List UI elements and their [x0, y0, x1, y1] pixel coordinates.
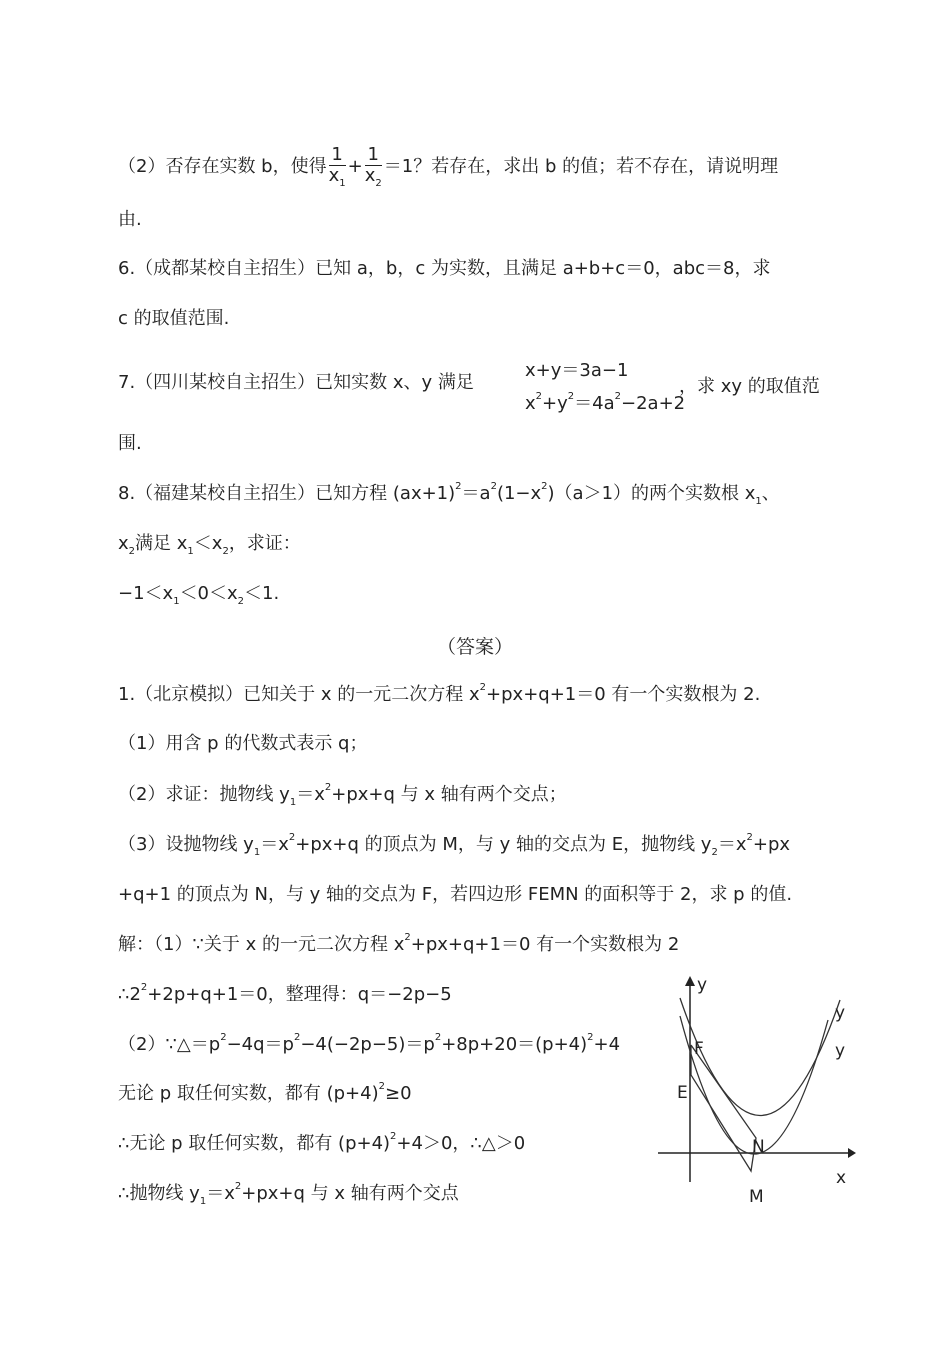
a1-sol3-sup1: 2	[220, 1032, 227, 1043]
frac1-den-sub: 1	[339, 178, 346, 189]
a1-p2-b: ＝x	[296, 784, 325, 805]
a1-sol6-b: ＝x	[206, 1183, 235, 1204]
a1-sol5-a: ∴无论 p 取任何实数，都有 (p+4)	[118, 1133, 391, 1154]
a1-p2-sub: 1	[289, 797, 297, 808]
a1-line1	[118, 684, 760, 709]
a1-sol3-sup4: 2	[587, 1032, 594, 1043]
a1-sol3-d: +8p+20＝(p+4)	[441, 1034, 588, 1055]
q7-eq2-sup1: 2	[535, 391, 543, 402]
q6-line1: 6.（成都某校自主招生）已知 a，b，c 为实数，且满足 a+b+c＝0，abc＝8，求	[118, 258, 771, 279]
a1-part2	[118, 784, 567, 809]
q8-l1-sup3: 2	[541, 481, 548, 492]
answer-title: （答案）	[436, 636, 513, 658]
q8-line2	[118, 533, 301, 558]
q5-part2-suffix: ＝1？若存在，求出 b 的值；若不存在，请说明理	[383, 156, 779, 177]
point-M-label: M	[749, 1187, 764, 1207]
q7-eq2-c: ＝4a	[574, 393, 615, 414]
y-axis-arrow	[685, 976, 695, 986]
a1-p3-a: （3）设抛物线 y	[118, 834, 254, 855]
a1-solution3	[118, 1034, 620, 1059]
a1-sol3-b: −4q＝p	[226, 1034, 294, 1055]
a1-sol6-c: +px+q 与 x 轴有两个交点	[241, 1183, 459, 1204]
a1-sol2-a: ∴2	[118, 984, 141, 1005]
a1-l1-a: 1.（北京模拟）已知关于 x 的一元二次方程 x	[118, 684, 480, 705]
q8-l1-sup2: 2	[490, 481, 497, 492]
curve-y1-label: y	[835, 1003, 846, 1023]
q8-l1-d: )（a＞1）的两个实数根 x	[547, 483, 756, 504]
a1-l1-b: +px+q+1＝0 有一个实数根为 2.	[486, 684, 761, 705]
point-F-label: F	[694, 1039, 704, 1059]
a1-sol2-sup: 2	[140, 982, 148, 993]
frac2-den-sub: 2	[375, 178, 382, 189]
q7-system-eq1: x+y＝3a−1	[525, 360, 629, 381]
q8-l2-b: 满足 x	[135, 533, 188, 554]
q7-eq2-sup3: 2	[614, 391, 621, 402]
a1-sol3-a: （2）∵△＝p	[118, 1034, 221, 1055]
a1-p2-sup: 2	[324, 782, 332, 793]
axis-x-label: x	[836, 1168, 847, 1188]
a1-sol2-b: +2p+q+1＝0，整理得：q＝−2p−5	[147, 984, 452, 1005]
q8-l2-a: x	[118, 533, 129, 554]
a1-solution5	[118, 1133, 525, 1158]
q8-l3-a: −1＜x	[118, 583, 174, 604]
a1-sol4-sup: 2	[378, 1081, 385, 1092]
q8-line3	[118, 583, 279, 608]
q8-l2-d: ，求证：	[228, 533, 301, 554]
q8-l2-c: ＜x	[193, 533, 223, 554]
parabola-y2-curve	[680, 998, 840, 1116]
a1-sol3-sup2: 2	[293, 1032, 301, 1043]
q5-continuation: 由.	[118, 209, 142, 230]
a1-p3-b: ＝x	[260, 834, 289, 855]
a1-sol4-b: ≥0	[384, 1083, 412, 1104]
q7-continuation: 围.	[118, 433, 142, 454]
x-axis-arrow	[848, 1148, 856, 1158]
a1-solution2	[118, 984, 452, 1009]
q5-part2	[118, 145, 778, 189]
a1-sol1-sup: 2	[404, 932, 411, 943]
q7-eq2-a: x	[525, 393, 536, 414]
a1-part3-line2: +q+1 的顶点为 N，与 y 轴的交点为 F，若四边形 FEMN 的面积等于 2，求 p 的值.	[118, 884, 793, 905]
q8-line1	[118, 483, 780, 508]
q8-l1-sub1: 1	[755, 496, 762, 507]
q8-l2-sub-a: 2	[128, 546, 136, 557]
point-E-label: E	[677, 1083, 688, 1103]
q8-l1-e: 、	[761, 483, 780, 504]
a1-l1-sup: 2	[479, 682, 487, 693]
q8-l3-sub-a: 1	[173, 596, 180, 607]
point-N-label: N	[752, 1137, 765, 1157]
a1-p2-c: +px+q 与 x 轴有两个交点；	[331, 784, 567, 805]
q7-eq2-sup2: 2	[567, 391, 575, 402]
a1-solution1	[118, 934, 679, 959]
frac2-num: 1	[365, 145, 382, 166]
q7-system-eq2	[525, 389, 685, 415]
fraction-1-over-x2	[365, 145, 382, 189]
a1-p2-a: （2）求证：抛物线 y	[118, 784, 290, 805]
frac1-den: x	[328, 165, 340, 186]
a1-part1: （1）用含 p 的代数式表示 q；	[118, 733, 368, 754]
parabola-figure	[650, 970, 870, 1220]
q7-eq2-b: +y	[542, 393, 568, 414]
a1-sol5-sup: 2	[390, 1131, 397, 1142]
a1-p3-sup2: 2	[746, 832, 753, 843]
q5-part2-prefix: （2）否存在实数 b，使得	[118, 156, 327, 177]
a1-p3-e: +px	[752, 834, 791, 855]
a1-sol1-a: 解：（1）∵关于 x 的一元二次方程 x	[118, 934, 405, 955]
a1-sol6-a: ∴抛物线 y	[118, 1183, 200, 1204]
a1-sol6-sup: 2	[234, 1181, 242, 1192]
a1-p3-d: ＝x	[717, 834, 747, 855]
q7-eq2-d: −2a+2	[621, 393, 686, 414]
q8-l2-sub-c: 2	[222, 546, 229, 557]
plus-sign: +	[347, 156, 363, 177]
a1-sol3-sup3: 2	[434, 1032, 442, 1043]
a1-solution6	[118, 1183, 459, 1208]
fraction-1-over-x1	[329, 145, 346, 189]
a1-sol3-e: +4	[593, 1034, 621, 1055]
a1-sol5-b: +4＞0，∴△＞0	[396, 1133, 526, 1154]
a1-p3-sub1: 1	[253, 847, 261, 858]
q8-l2-sub-b: 1	[187, 546, 194, 557]
a1-sol6-sub: 1	[199, 1196, 207, 1207]
q8-l1-sup1: 2	[455, 481, 462, 492]
q7-suffix: ，求 xy 的取值范	[679, 376, 820, 397]
a1-solution4	[118, 1083, 412, 1108]
curve-y2-label: y	[835, 1041, 846, 1061]
parabola-y1-curve	[680, 1016, 828, 1154]
q8-l3-sub-b: 2	[237, 596, 245, 607]
a1-p3-sup1: 2	[288, 832, 296, 843]
a1-p3-sub2: 2	[711, 847, 718, 858]
q6-line2: c 的取值范围.	[118, 308, 230, 329]
frac2-den: x	[364, 165, 376, 186]
q8-l3-c: ＜1.	[244, 583, 280, 604]
q8-l1-a: 8.（福建某校自主招生）已知方程 (ax+1)	[118, 483, 456, 504]
a1-sol4-a: 无论 p 取任何实数，都有 (p+4)	[118, 1083, 379, 1104]
a1-part3-line1	[118, 834, 790, 859]
q8-l1-b: ＝a	[461, 483, 491, 504]
q8-l1-c: (1−x	[496, 483, 542, 504]
a1-sol3-c: −4(−2p−5)＝p	[300, 1034, 435, 1055]
q8-l3-b: ＜0＜x	[179, 583, 238, 604]
frac1-num: 1	[329, 145, 346, 166]
q7-prefix: 7.（四川某校自主招生）已知实数 x、y 满足	[118, 372, 474, 393]
a1-p3-c: +px+q 的顶点为 M，与 y 轴的交点为 E，抛物线 y	[295, 834, 712, 855]
axis-y-label: y	[697, 975, 708, 995]
a1-sol1-b: +px+q+1＝0 有一个实数根为 2	[410, 934, 680, 955]
